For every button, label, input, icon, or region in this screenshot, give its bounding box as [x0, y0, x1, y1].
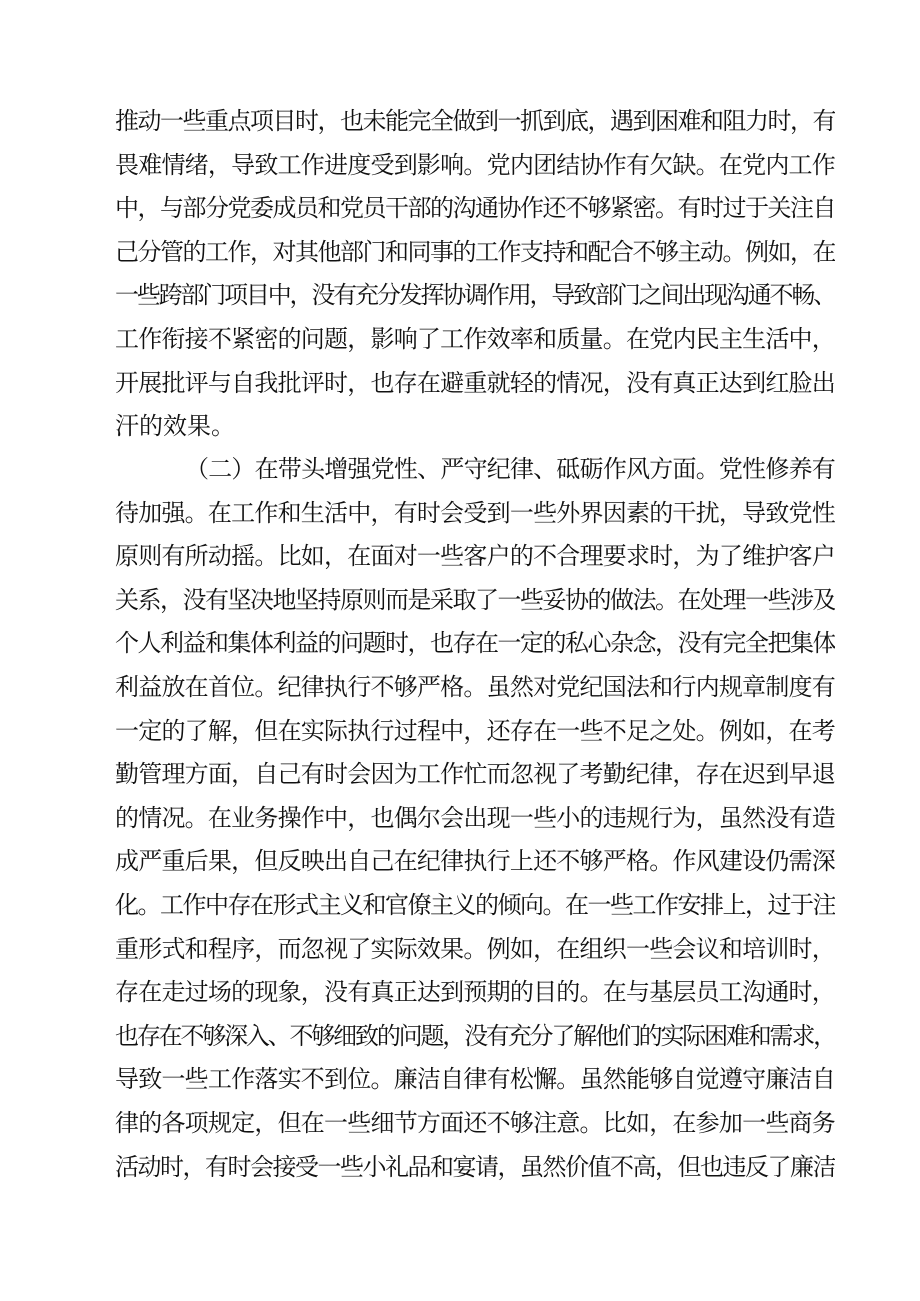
text-line: 推动一些重点项目时，也未能完全做到一抓到底，遇到困难和阻力时，有 [115, 107, 835, 135]
text-line: 活动时，有时会接受一些小礼品和宴请，虽然价值不高，但也违反了廉洁 [115, 1152, 835, 1181]
text-line: 一些跨部门项目中，没有充分发挥协调作用，导致部门之间出现沟通不畅、 [115, 281, 835, 310]
text-line: 工作衔接不紧密的问题，影响了工作效率和质量。在党内民主生活中， [115, 324, 835, 353]
text-line: 关系，没有坚决地坚持原则而是采取了一些妥协的做法。在处理一些涉及 [115, 585, 835, 614]
text-line: 原则有所动摇。比如，在面对一些客户的不合理要求时，为了维护客户 [115, 542, 835, 571]
text-line: 开展批评与自我批评时，也存在避重就轻的情况，没有真正达到红脸出 [115, 368, 835, 397]
paragraph-1 [115, 100, 835, 449]
text-line: 律的各项规定，但在一些细节方面还不够注意。比如，在参加一些商务 [115, 1108, 835, 1137]
text-line: 己分管的工作，对其他部门和同事的工作支持和配合不够主动。例如，在 [115, 237, 835, 266]
text-line: 化。工作中存在形式主义和官僚主义的倾向。在一些工作安排上，过于注 [115, 890, 835, 919]
text-line: 勤管理方面，自己有时会因为工作忙而忽视了考勤纪律，存在迟到早退 [115, 760, 835, 789]
text-line: 存在走过场的现象，没有真正达到预期的目的。在与基层员工沟通时， [115, 978, 835, 1007]
text-line: 待加强。在工作和生活中，有时会受到一些外界因素的干扰，导致党性 [115, 498, 835, 527]
text-line: 的情况。在业务操作中，也偶尔会出现一些小的违规行为，虽然没有造 [115, 803, 835, 832]
section-heading-line: （二）在带头增强党性、严守纪律、砥砺作风方面。党性修养有 [185, 455, 835, 483]
text-line: 利益放在首位。纪律执行不够严格。虽然对党纪国法和行内规章制度有 [115, 672, 835, 701]
text-line: 成严重后果，但反映出自己在纪律执行上还不够严格。作风建设仍需深 [115, 847, 835, 876]
text-line: 汗的效果。 [115, 412, 235, 441]
text-line: 也存在不够深入、不够细致的问题，没有充分了解他们的实际困难和需求， [115, 1021, 835, 1050]
text-line: 中，与部分党委成员和党员干部的沟通协作还不够紧密。有时过于关注自 [115, 194, 835, 223]
text-line: 重形式和程序，而忽视了实际效果。例如，在组织一些会议和培训时， [115, 934, 835, 963]
text-line: 个人利益和集体利益的问题时，也存在一定的私心杂念，没有完全把集体 [115, 629, 835, 658]
text-line: 畏难情绪，导致工作进度受到影响。党内团结协作有欠缺。在党内工作 [115, 150, 835, 179]
text-line: 导致一些工作落实不到位。廉洁自律有松懈。虽然能够自觉遵守廉洁自 [115, 1065, 835, 1094]
paragraph-2 [115, 448, 835, 1189]
text-line: 一定的了解，但在实际执行过程中，还存在一些不足之处。例如，在考 [115, 716, 835, 745]
